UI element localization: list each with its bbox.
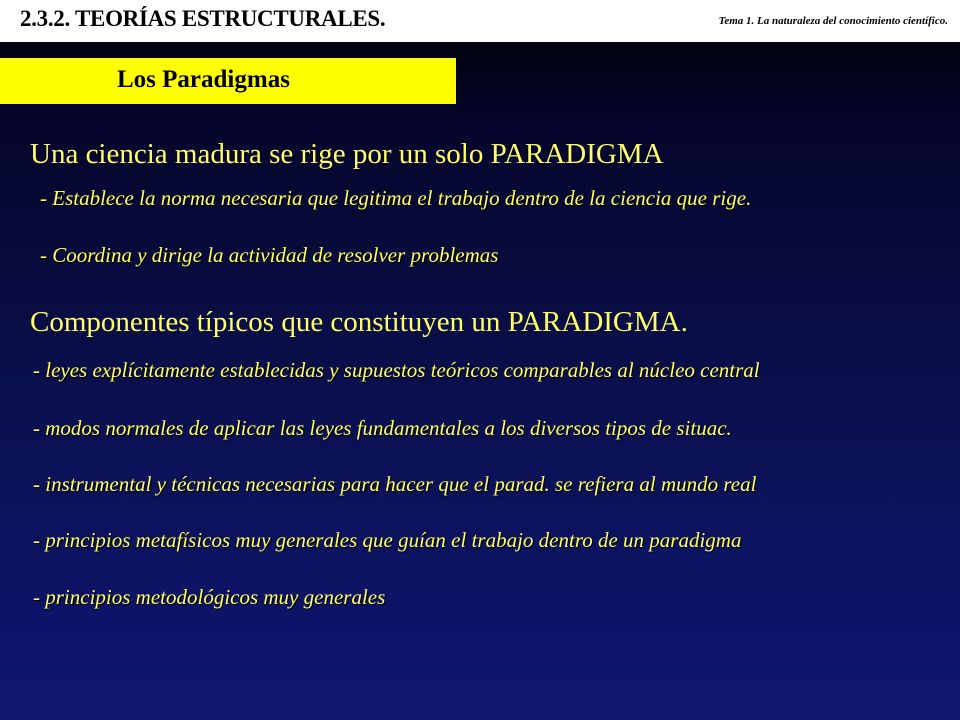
heading-mature-science: Una ciencia madura se rige por un solo PARADIGMA [30,138,664,170]
topic-label [0,58,456,104]
list-item: - modos normales de aplicar las leyes fundamentales a los diversos tipos de situac. [33,416,732,440]
section-heading: 2.3.2. TEORÍAS ESTRUCTURALES. [20,6,386,31]
list-item: - Coordina y dirige la actividad de resolver problemas [40,243,499,267]
list-item: - instrumental y técnicas necesarias para hacer que el parad. se refiera al mundo real [33,472,757,496]
list-item: - principios metafísicos muy generales que guían el trabajo dentro de un paradigma [33,528,742,552]
list-item: - principios metodológicos muy generales [33,585,386,609]
list-item: - Establece la norma necesaria que legitima el trabajo dentro de la ciencia que rige. [40,186,752,210]
topic-title: Los Paradigmas [117,66,290,93]
heading-paradigm-components: Componentes típicos que constituyen un PARADIGMA. [30,306,688,338]
header-bar [0,0,960,42]
course-reference: Tema 1. La naturaleza del conocimiento científico. [718,15,948,27]
list-item: - leyes explícitamente establecidas y supuestos teóricos comparables al núcleo central [33,358,760,382]
